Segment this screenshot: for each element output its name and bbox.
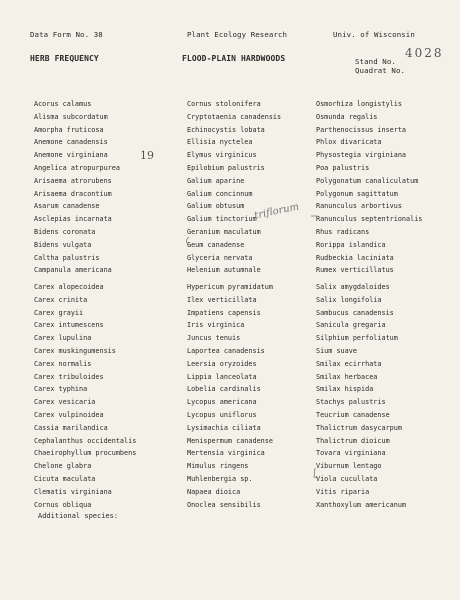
species-entry: Carex muskingumensis — [34, 346, 116, 355]
species-entry: Sambucus canadensis — [316, 308, 394, 317]
stand-number-handwritten: 4028 — [405, 46, 444, 60]
species-entry: Chelone glabra — [34, 462, 92, 471]
community-title: FLOOD-PLAIN HARDWOODS — [182, 54, 286, 63]
species-entry: Arisaema dracontium — [34, 189, 112, 198]
species-entry: Napaea dioica — [187, 487, 241, 496]
species-entry: Cephalanthus occidentalis — [34, 436, 137, 445]
species-entry: Impatiens capensis — [187, 308, 261, 317]
species-entry: Lycopus uniflorus — [187, 410, 257, 419]
species-entry: Physostegia virginiana — [316, 151, 407, 160]
species-entry: Xanthoxylum americanum — [316, 500, 407, 509]
species-entry: Parthenocissus inserta — [316, 125, 407, 134]
species-entry: Cryptotaenia canadensis — [187, 112, 282, 121]
species-entry: Rumex verticillatus — [316, 266, 394, 275]
species-entry: Cornus stolonifera — [187, 100, 261, 108]
species-entry: Salix amygdaloides — [316, 282, 390, 291]
handwritten-note: triflorum — [253, 201, 301, 222]
species-entry: Carex intumescens — [34, 321, 104, 330]
quadrat-label: Quadrat No. — [355, 66, 406, 75]
species-entry: Bidens vulgata — [34, 240, 92, 249]
form-title: HERB FREQUENCY — [30, 54, 99, 63]
handwritten-19: 19 — [140, 149, 154, 162]
species-entry: Laportea canadensis — [187, 346, 265, 355]
pencil-bracket-mark — [183, 236, 191, 246]
species-entry: Bidens coronata — [34, 228, 96, 236]
species-entry: Acorus calamus — [34, 100, 92, 108]
species-entry: Carex crinita — [34, 295, 88, 304]
additional-species-label: Additional species: — [38, 512, 119, 520]
species-entry: Lobelia cardinalis — [187, 385, 261, 394]
species-entry: Sium suave — [316, 346, 357, 355]
species-entry: Poa palustris — [316, 164, 370, 172]
species-entry: Rudbeckia laciniata — [316, 253, 394, 262]
species-entry: Campanula americana — [34, 266, 112, 275]
species-entry: Hypericum pyramidatum — [187, 282, 273, 291]
species-entry: Thalictrum dasycarpum — [316, 423, 402, 432]
species-entry: Cassia marilandica — [34, 423, 108, 432]
species-entry: Asclepias incarnata — [34, 215, 112, 224]
species-entry: Carex grayii — [34, 308, 84, 317]
species-entry: Galium tinctorium — [187, 215, 257, 224]
species-entry: Mimulus ringens — [187, 462, 249, 471]
species-entry: Elymus virginicus — [187, 151, 257, 160]
stand-label: Stand No. — [355, 57, 396, 66]
species-entry: Lippia lanceolata — [187, 372, 257, 381]
species-entry: Ilex verticillata — [187, 295, 257, 304]
species-entry: Ranunculus arbortivus — [316, 202, 402, 211]
species-entry: Helenium autumnale — [187, 266, 261, 275]
species-entry: Tovara virginiana — [316, 449, 386, 458]
species-entry: Carex vulpinoidea — [34, 410, 104, 419]
org-name: Plant Ecology Research — [187, 30, 288, 39]
species-entry: Lysimachia ciliata — [187, 423, 261, 432]
species-entry: Smilax ecirrhata — [316, 359, 382, 368]
species-entry: Carex typhina — [34, 385, 88, 394]
pencil-bracket-mark-2 — [310, 467, 318, 479]
species-entry: Asarum canadense — [34, 202, 100, 211]
species-entry: Onoclea sensibilis — [187, 500, 261, 509]
species-entry: Alisma subcordatum — [34, 112, 108, 121]
species-entry: Epilobium palustris — [187, 164, 265, 172]
species-entry: Sanicula gregaria — [316, 321, 386, 330]
form-number: Data Form No. 38 — [30, 30, 103, 39]
species-entry: Glyceria nervata — [187, 253, 253, 262]
species-entry: Amorpha fruticosa — [34, 125, 104, 134]
species-entry: Cicuta maculata — [34, 474, 96, 483]
species-entry: Silphium perfoliatum — [316, 334, 398, 343]
species-entry: Ellisia nyctelea — [187, 138, 253, 147]
species-entry: Echinocystis lobata — [187, 125, 265, 134]
species-entry: Osmorhiza longistylis — [316, 100, 402, 108]
species-entry: Salix longifolia — [316, 295, 382, 304]
species-entry: Caltha palustris — [34, 253, 100, 262]
species-entry: Geranium maculatum — [187, 228, 261, 236]
species-entry: Smilax hispida — [316, 385, 374, 394]
species-entry: Menispermum canadense — [187, 436, 273, 445]
species-entry: Cornus obliqua — [34, 500, 92, 509]
species-entry: Anemone virginiana — [34, 151, 108, 160]
species-entry: Viola cucullata — [316, 474, 378, 483]
species-entry: Teucrium canadense — [316, 410, 390, 419]
species-entry: Galium obtusum — [187, 202, 245, 211]
species-entry: Galium concinnum — [187, 189, 253, 198]
species-entry: Carex alopecoidea — [34, 282, 104, 291]
species-entry: Anemone canadensis — [34, 138, 108, 147]
species-entry: Viburnum lentago — [316, 462, 382, 471]
species-entry: Angelica atropurpurea — [34, 164, 120, 172]
species-entry: Rhus radicans — [316, 228, 370, 236]
species-entry: Lycopus americana — [187, 398, 257, 407]
species-entry: Leersia oryzoides — [187, 359, 257, 368]
pencil-dash-mark — [311, 214, 319, 218]
species-entry: Thalictrum dioicum — [316, 436, 390, 445]
species-entry: Muhlenbergia sp. — [187, 474, 253, 483]
species-entry: Carex normalis — [34, 359, 92, 368]
species-entry: Osmunda regalis — [316, 112, 378, 121]
species-entry: Geum canadense — [187, 240, 245, 249]
species-entry: Rorippa islandica — [316, 240, 386, 249]
species-entry: Clematis virginiana — [34, 487, 112, 496]
species-entry: Ranunculus septentrionalis — [316, 215, 423, 224]
species-entry: Polygonum sagittatum — [316, 189, 398, 198]
species-entry: Phlox divaricata — [316, 138, 382, 147]
species-entry: Galium aparine — [187, 176, 245, 185]
species-entry: Carex lupulina — [34, 334, 92, 343]
species-entry: Mertensia virginica — [187, 449, 265, 458]
species-entry: Arisaema atrorubens — [34, 176, 112, 185]
species-entry: Vitis riparia — [316, 487, 370, 496]
species-entry: Polygonatum canaliculatum — [316, 176, 419, 185]
species-entry: Juncus tenuis — [187, 334, 241, 343]
species-entry: Smilax herbacea — [316, 372, 378, 381]
species-entry: Stachys palustris — [316, 398, 386, 407]
species-entry: Carex vesicaria — [34, 398, 96, 407]
species-entry: Chaeirophyllum procumbens — [34, 449, 137, 458]
species-entry: Iris virginica — [187, 321, 245, 330]
species-entry: Carex tribuloides — [34, 372, 104, 381]
university-name: Univ. of Wisconsin — [333, 30, 415, 39]
